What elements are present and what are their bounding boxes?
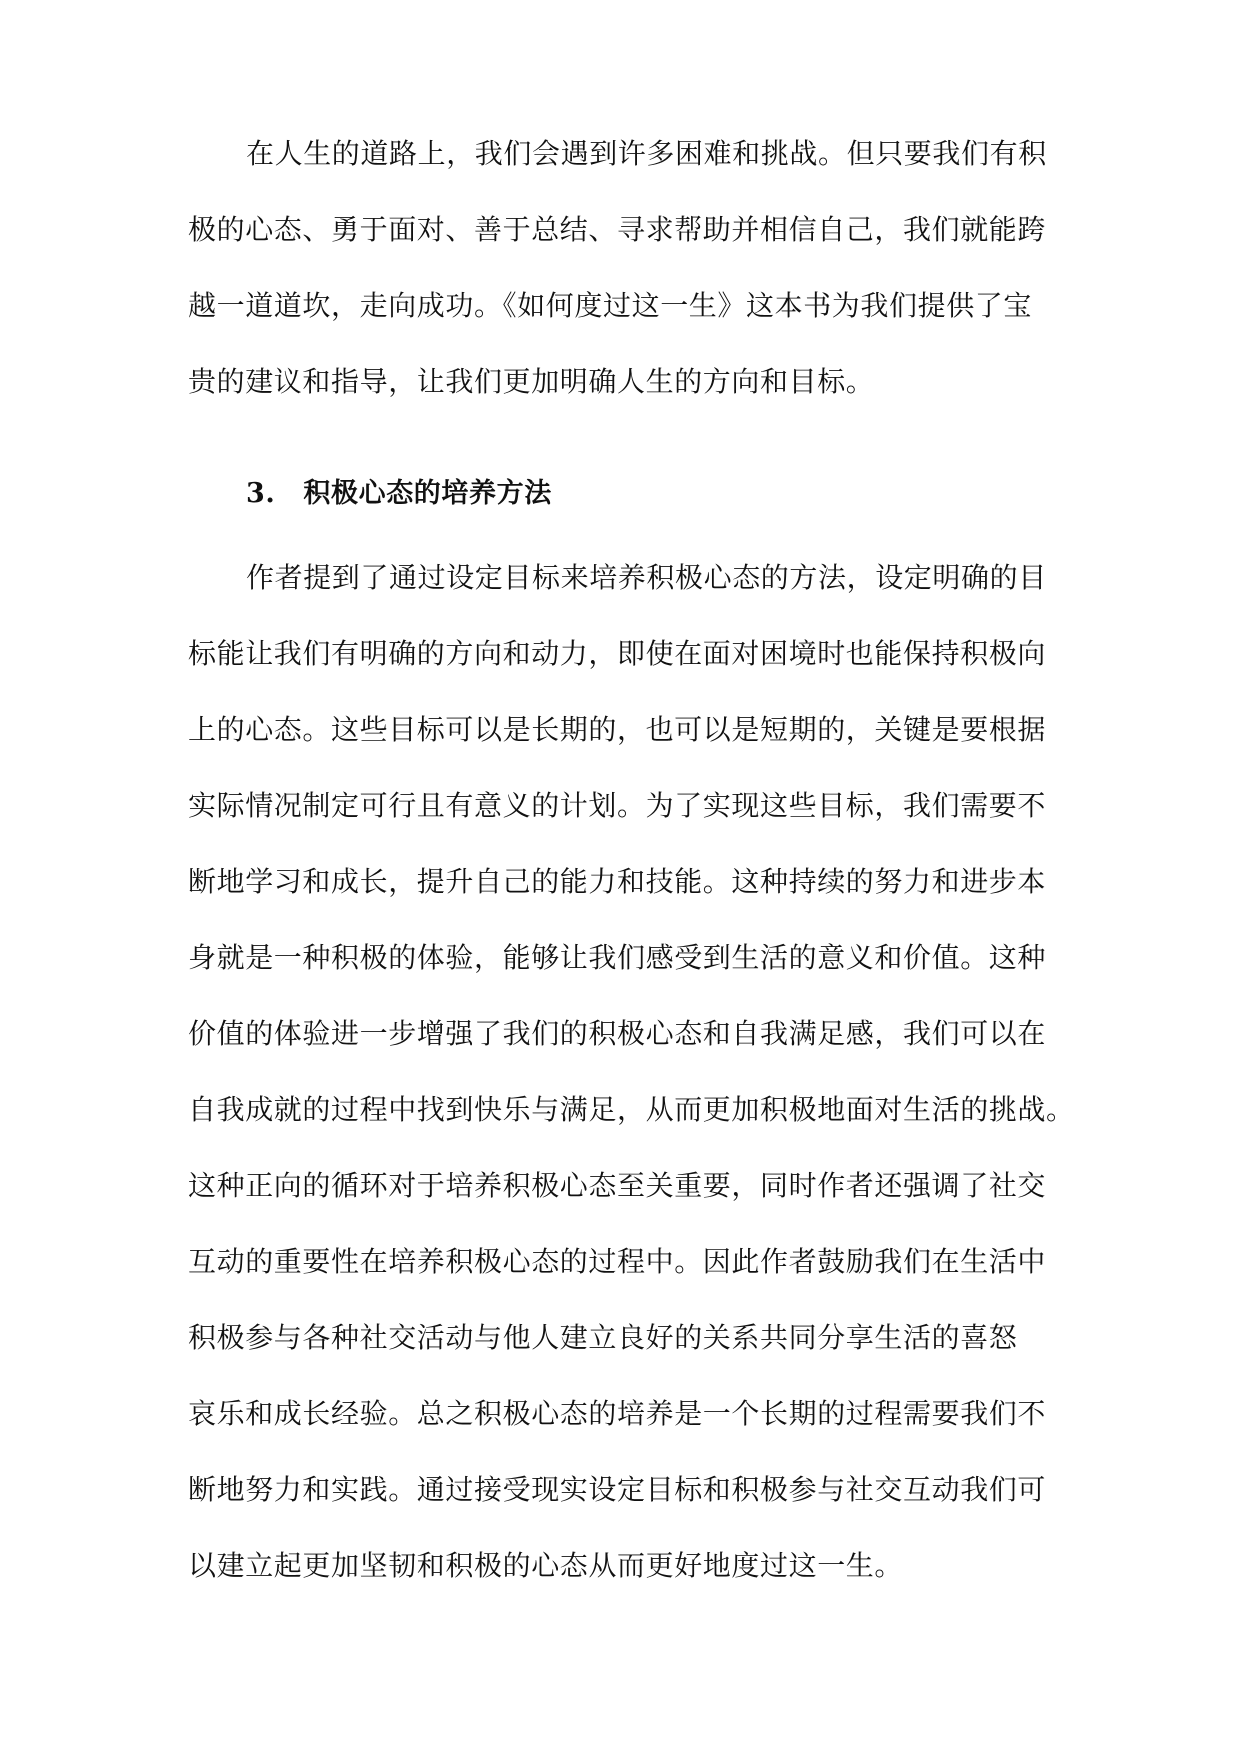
section-title: 积极心态的培养方法 [303,478,552,509]
paragraph1-line-4: 贵的建议和指导，让我们更加明确人生的方向和目标。 [188,365,875,398]
paragraph2-line-11: 积极参与各种社交活动与他人建立良好的关系共同分享生活的喜怒 [188,1321,1018,1354]
paragraph2-line-9: 这种正向的循环对于培养积极心态至关重要，同时作者还强调了社交 [188,1169,1047,1202]
paragraph2-line-6: 身就是一种积极的体验，能够让我们感受到生活的意义和价值。这种 [188,941,1047,974]
paragraph2-line-1: 作者提到了通过设定目标来培养积极心态的方法，设定明确的目 [246,561,1047,594]
paragraph2-line-2: 标能让我们有明确的方向和动力，即使在面对困境时也能保持积极向 [188,637,1047,670]
paragraph2-line-14: 以建立起更加坚韧和积极的心态从而更好地度过这一生。 [188,1549,904,1582]
paragraph1-line-3: 越一道道坎，走向成功。《如何度过这一生》这本书为我们提供了宝 [188,289,1033,322]
paragraph2-line-4: 实际情况制定可行且有意义的计划。为了实现这些目标，我们需要不 [188,789,1047,822]
paragraph2-line-10: 互动的重要性在培养积极心态的过程中。因此作者鼓励我们在生活中 [188,1245,1047,1278]
section-number: 3. [246,478,276,509]
paragraph2-line-12: 哀乐和成长经验。总之积极心态的培养是一个长期的过程需要我们不 [188,1397,1047,1430]
paragraph2-line-13: 断地努力和实践。通过接受现实设定目标和积极参与社交互动我们可 [188,1473,1047,1506]
section-heading [246,474,552,514]
paragraph2-line-5: 断地学习和成长，提升自己的能力和技能。这种持续的努力和进步本 [188,865,1047,898]
paragraph2-line-7: 价值的体验进一步增强了我们的积极心态和自我满足感，我们可以在 [188,1017,1047,1050]
paragraph2-line-3: 上的心态。这些目标可以是长期的，也可以是短期的，关键是要根据 [188,713,1047,746]
paragraph2-line-8: 自我成就的过程中找到快乐与满足，从而更加积极地面对生活的挑战。 [188,1093,1075,1126]
paragraph1-line-1: 在人生的道路上，我们会遇到许多困难和挑战。但只要我们有积 [246,137,1047,170]
paragraph1-line-2: 极的心态、勇于面对、善于总结、寻求帮助并相信自己，我们就能跨 [188,213,1047,246]
